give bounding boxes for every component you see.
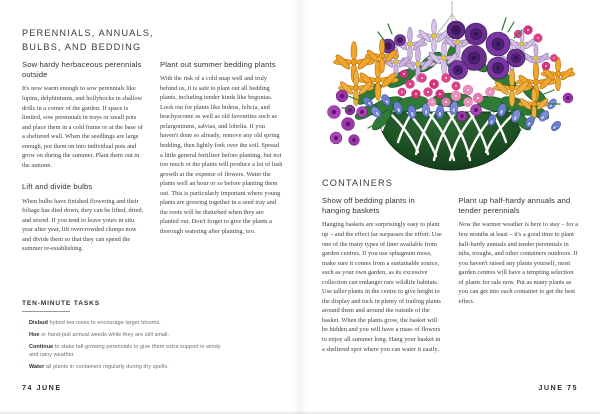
ten-minute-tasks-list bbox=[22, 319, 222, 371]
body-plant-out-summer-bedding-plants: With the risk of a cold snap well and truly behind us, it is safe to plant out all bedding plants, including tender kinds like begonias. Look out for plants like bidens, felicia, and brachyscome as well as old favourites such as pelargoniums, salvias, and lobelia. If you haven't done so already, remove any old spring bedding, then lightly fork over the soil. Spread a little general fertilizer before planting, but not too much or the plants will produce a lot of lush growth at the expense of flowers. Water the plants well an hour or so before planting them out. This is particularly important where young plants are growing together in a seed tray and the roots will be disturbed when they are planted out. Don't forget to give the plants a thorough watering after planting, too. bbox=[160, 75, 283, 235]
heading-plant-up-half-hardy-annuals: Plant up half-hardy annuals and tender perennials bbox=[458, 196, 571, 216]
task-lead: Disbud bbox=[29, 320, 48, 326]
list-item bbox=[22, 343, 222, 360]
heading-lift-and-divide-bulbs: Lift and divide bulbs bbox=[22, 182, 93, 192]
left-column-2 bbox=[160, 60, 283, 261]
ten-minute-tasks-heading: TEN-MINUTE TASKS bbox=[22, 300, 100, 307]
bullet-icon: · bbox=[22, 331, 24, 338]
left-page-columns bbox=[22, 60, 284, 261]
task-lead: Water bbox=[29, 363, 45, 370]
heading-show-off-bedding-plants: Show off bedding plants in hanging baskets bbox=[322, 196, 415, 216]
ten-minute-tasks-rule bbox=[22, 311, 70, 312]
task-lead: Hoe bbox=[29, 331, 40, 338]
list-item bbox=[22, 331, 222, 339]
heading-sow-hardy-herbaceous-perennials: Sow hardy herbaceous perennials outside bbox=[22, 60, 142, 80]
bullet-icon: · bbox=[22, 320, 24, 326]
body-plant-up-half-hardy-annuals: Now the warmer weather is here to stay – for a few months at least – it's a good time to plant half-hardy annuals and tender perennials in tubs, troughs, and other containers outdoors. If you haven't raised any plants yourself, most garden centres will have a tempting selection of plants for sale now. Put as many plants as you can get into each container to get the best effect. bbox=[458, 221, 579, 305]
left-column-1 bbox=[22, 60, 145, 261]
body-sow-hardy-herbaceous-perennials: It's now warm enough to sow perennials like lupins, delphiniums, and hollyhocks in shallow drills in a corner of the garden. If space is limited, sow perennials in trays or small pots and place them in a cold frame or at the base of a sheltered wall. When the seedlings are large enough, pot them on into individual pots and grow on during the summer. Plant them out in the autumn. bbox=[22, 85, 143, 169]
right-section-title: CONTAINERS bbox=[322, 178, 394, 188]
right-page bbox=[300, 0, 600, 414]
hanging-basket-illustration bbox=[306, 0, 596, 172]
body-show-off-bedding-plants: Hanging baskets are surprisingly easy to plant up – and the effect far surpasses the effort. Use one of the many types of liner available from garden centres. If you use sphagnum moss, make sure it comes from a sustainable source, such as your own garden, as its excessive collection can endanger rare wildlife habitats. Use taller plants in the centre to give height to the display and tuck in plenty of trailing plants around them and around the outside of the basket. When the plants grow, the basket will be hidden and you will have a mass of flowers to enjoy all summer long. Hang your basket in a sheltered spot where you can water it easily. bbox=[322, 221, 442, 353]
list-item bbox=[22, 319, 222, 327]
task-lead: Continue bbox=[29, 343, 54, 350]
task-rest: or hand-pull annual weeds while they are still small. bbox=[39, 331, 170, 338]
right-page-columns bbox=[322, 196, 580, 361]
heading-plant-out-summer-bedding-plants: Plant out summer bedding plants bbox=[160, 60, 276, 69]
task-rest: to stake tall-growing perennials to give them extra support in windy and rainy weather. bbox=[29, 343, 221, 358]
list-item bbox=[22, 363, 222, 371]
task-rest: all plants in containers regularly during dry spells. bbox=[44, 363, 169, 370]
right-column-2 bbox=[459, 196, 581, 361]
left-section-title: PERENNIALS, ANNUALS, BULBS, AND BEDDING bbox=[22, 28, 154, 52]
bullet-icon: · bbox=[22, 363, 24, 370]
folio-right: JUNE 75 bbox=[538, 383, 578, 392]
folio-left: 74 JUNE bbox=[22, 383, 62, 392]
right-column-1 bbox=[322, 196, 444, 361]
task-rest: hybrid tea roses to encourage larger blooms. bbox=[47, 320, 161, 326]
bullet-icon: · bbox=[22, 343, 24, 350]
body-lift-and-divide-bulbs: When bulbs have finished flowering and their foliage has died down, they can be lifted, dried, and stored. If you tend to leave yours in situ year after year, lift overcrowded clumps now and divide them so that they can spend the summer re-establishing. bbox=[22, 197, 144, 253]
ten-minute-tasks-panel bbox=[22, 300, 222, 375]
